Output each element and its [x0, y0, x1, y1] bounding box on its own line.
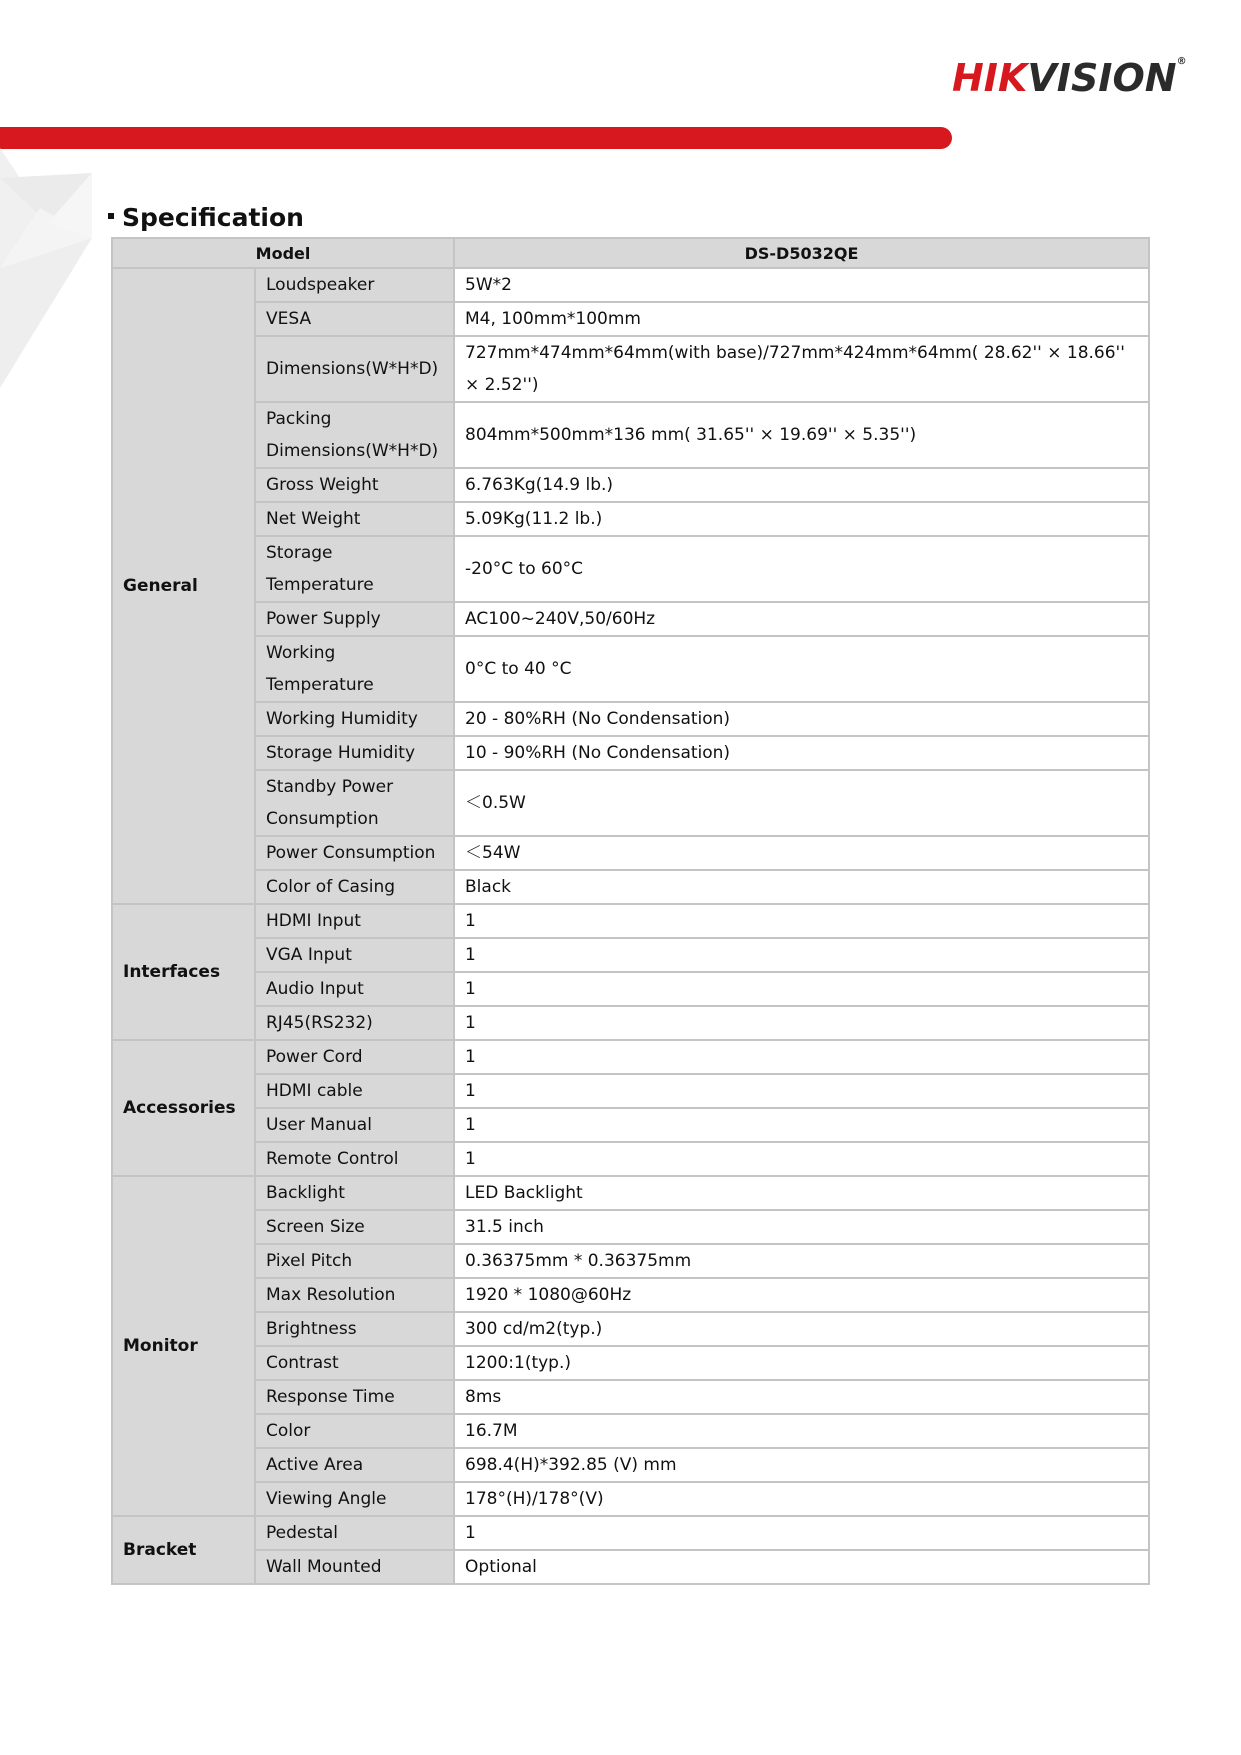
- category-cell: Bracket: [112, 1516, 255, 1584]
- table-row: [112, 1346, 1149, 1380]
- table-row: [112, 1074, 1149, 1108]
- spec-label: Standby Power Consumption: [255, 770, 454, 836]
- logo-vision-text: VISION: [1027, 56, 1177, 100]
- table-row: [112, 736, 1149, 770]
- spec-value: 1: [454, 972, 1149, 1006]
- logo-hik-text: HIK: [952, 56, 1028, 100]
- spec-value: -20°C to 60°C: [454, 536, 1149, 602]
- spec-label: Packing Dimensions(W*H*D): [255, 402, 454, 468]
- spec-label: Power Consumption: [255, 836, 454, 870]
- table-row: [112, 302, 1149, 336]
- spec-value: 16.7M: [454, 1414, 1149, 1448]
- spec-value: 0.36375mm * 0.36375mm: [454, 1244, 1149, 1278]
- table-row: [112, 1448, 1149, 1482]
- spec-value: 1: [454, 1142, 1149, 1176]
- spec-label: VESA: [255, 302, 454, 336]
- spec-value: 1: [454, 1006, 1149, 1040]
- spec-value: M4, 100mm*100mm: [454, 302, 1149, 336]
- spec-value: AC100~240V,50/60Hz: [454, 602, 1149, 636]
- specification-table: [111, 237, 1150, 1585]
- table-row: [112, 1142, 1149, 1176]
- spec-value: 1: [454, 1108, 1149, 1142]
- spec-label: Gross Weight: [255, 468, 454, 502]
- spec-label: Pedestal: [255, 1516, 454, 1550]
- spec-value: ＜54W: [454, 836, 1149, 870]
- spec-value: 31.5 inch: [454, 1210, 1149, 1244]
- spec-value: 727mm*474mm*64mm(with base)/727mm*424mm*64mm( 28.62'' × 18.66'' × 2.52''): [454, 336, 1149, 402]
- spec-label: Audio Input: [255, 972, 454, 1006]
- table-row: [112, 268, 1149, 302]
- table-row: [112, 770, 1149, 836]
- table-row: [112, 904, 1149, 938]
- table-row: [112, 602, 1149, 636]
- table-row: [112, 870, 1149, 904]
- spec-value: 6.763Kg(14.9 lb.): [454, 468, 1149, 502]
- table-row: [112, 1482, 1149, 1516]
- spec-label: Working Humidity: [255, 702, 454, 736]
- spec-label: Contrast: [255, 1346, 454, 1380]
- spec-label: Color of Casing: [255, 870, 454, 904]
- hikvision-logo: [952, 56, 1187, 100]
- header-model-value: DS-D5032QE: [454, 238, 1149, 268]
- spec-label: Power Cord: [255, 1040, 454, 1074]
- table-row: [112, 1244, 1149, 1278]
- spec-label: Working Temperature: [255, 636, 454, 702]
- spec-label: Max Resolution: [255, 1278, 454, 1312]
- spec-value: 1: [454, 904, 1149, 938]
- category-cell: Interfaces: [112, 904, 255, 1040]
- table-row: [112, 1516, 1149, 1550]
- table-row: [112, 336, 1149, 402]
- spec-value: 1: [454, 1516, 1149, 1550]
- table-row: [112, 938, 1149, 972]
- spec-label: VGA Input: [255, 938, 454, 972]
- spec-label: Backlight: [255, 1176, 454, 1210]
- spec-label: Wall Mounted: [255, 1550, 454, 1584]
- spec-label: HDMI Input: [255, 904, 454, 938]
- spec-label: Viewing Angle: [255, 1482, 454, 1516]
- spec-label: Screen Size: [255, 1210, 454, 1244]
- category-cell: General: [112, 268, 255, 904]
- table-row: [112, 1278, 1149, 1312]
- spec-value: 5.09Kg(11.2 lb.): [454, 502, 1149, 536]
- table-row: [112, 402, 1149, 468]
- spec-value: 698.4(H)*392.85 (V) mm: [454, 1448, 1149, 1482]
- logo-registered-mark: ®: [1176, 56, 1187, 67]
- spec-value: 5W*2: [454, 268, 1149, 302]
- spec-label: Storage Humidity: [255, 736, 454, 770]
- spec-label: Response Time: [255, 1380, 454, 1414]
- category-cell: Monitor: [112, 1176, 255, 1516]
- table-row: [112, 836, 1149, 870]
- spec-value: Black: [454, 870, 1149, 904]
- spec-label: RJ45(RS232): [255, 1006, 454, 1040]
- spec-label: Loudspeaker: [255, 268, 454, 302]
- spec-value: 1: [454, 1074, 1149, 1108]
- spec-label: Active Area: [255, 1448, 454, 1482]
- spec-value: 10 - 90%RH (No Condensation): [454, 736, 1149, 770]
- table-row: [112, 468, 1149, 502]
- spec-value: Optional: [454, 1550, 1149, 1584]
- spec-label: Pixel Pitch: [255, 1244, 454, 1278]
- spec-value: LED Backlight: [454, 1176, 1149, 1210]
- section-heading: [108, 203, 304, 232]
- category-cell: Accessories: [112, 1040, 255, 1176]
- spec-value: 1: [454, 938, 1149, 972]
- spec-label: Brightness: [255, 1312, 454, 1346]
- spec-value: 804mm*500mm*136 mm( 31.65'' × 19.69'' × 5.35''): [454, 402, 1149, 468]
- heading-bullet-icon: [108, 213, 114, 219]
- table-row: [112, 502, 1149, 536]
- spec-value: 20 - 80%RH (No Condensation): [454, 702, 1149, 736]
- spec-label: Dimensions(W*H*D): [255, 336, 454, 402]
- header-red-bar: [0, 127, 952, 149]
- table-row: [112, 702, 1149, 736]
- table-row: [112, 1176, 1149, 1210]
- decorative-shard-graphic: [0, 148, 100, 398]
- table-row: [112, 1006, 1149, 1040]
- table-row: [112, 1040, 1149, 1074]
- table-row: [112, 972, 1149, 1006]
- spec-value: 1: [454, 1040, 1149, 1074]
- spec-label: Net Weight: [255, 502, 454, 536]
- table-header-row: [112, 238, 1149, 268]
- table-row: [112, 1414, 1149, 1448]
- heading-text: Specification: [122, 203, 304, 232]
- spec-value: ＜0.5W: [454, 770, 1149, 836]
- spec-label: Remote Control: [255, 1142, 454, 1176]
- spec-label: Storage Temperature: [255, 536, 454, 602]
- spec-value: 0°C to 40 °C: [454, 636, 1149, 702]
- spec-label: Color: [255, 1414, 454, 1448]
- spec-label: Power Supply: [255, 602, 454, 636]
- table-row: [112, 636, 1149, 702]
- spec-value: 1920 * 1080@60Hz: [454, 1278, 1149, 1312]
- table-row: [112, 1380, 1149, 1414]
- table-row: [112, 1550, 1149, 1584]
- table-row: [112, 1312, 1149, 1346]
- table-row: [112, 1210, 1149, 1244]
- spec-value: 178°(H)/178°(V): [454, 1482, 1149, 1516]
- header-model-label: Model: [112, 238, 454, 268]
- spec-label: User Manual: [255, 1108, 454, 1142]
- spec-value: 300 cd/m2(typ.): [454, 1312, 1149, 1346]
- table-row: [112, 1108, 1149, 1142]
- spec-value: 1200:1(typ.): [454, 1346, 1149, 1380]
- table-row: [112, 536, 1149, 602]
- table-body: [112, 268, 1149, 1584]
- spec-value: 8ms: [454, 1380, 1149, 1414]
- spec-label: HDMI cable: [255, 1074, 454, 1108]
